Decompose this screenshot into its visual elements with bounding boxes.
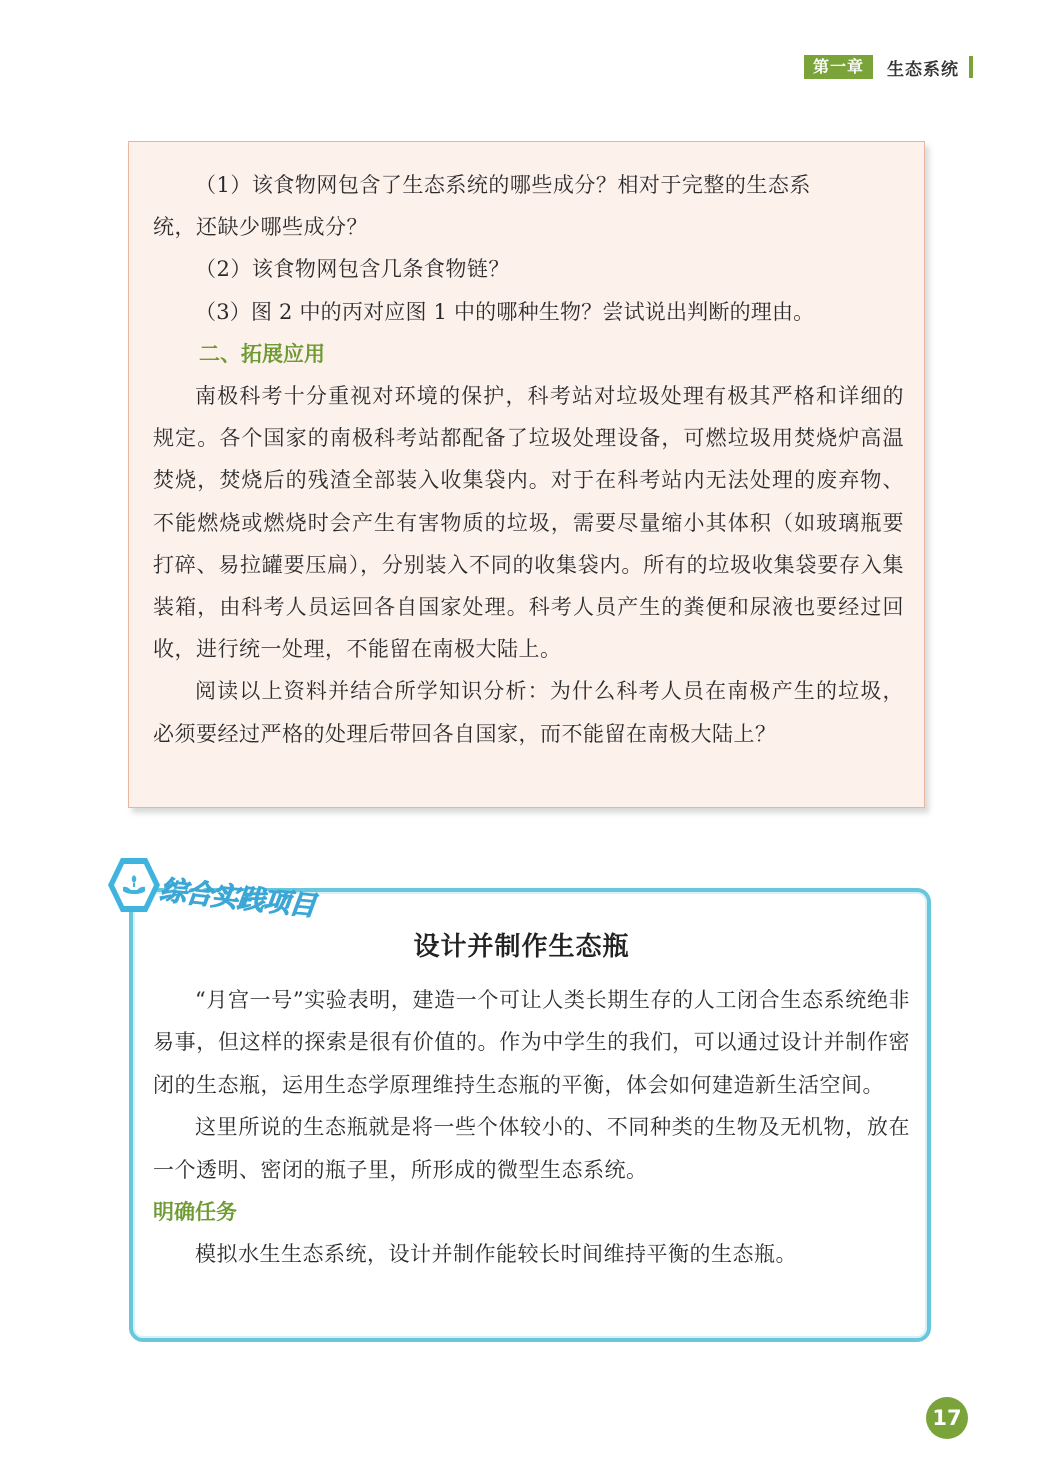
project-tag [100,854,340,923]
task-text: 模拟水生生态系统，设计并制作能较长时间维持平衡的生态瓶。 [195,1242,797,1267]
chapter-divider-bar [969,56,973,78]
page-number: 17 [926,1397,968,1439]
hands-holding-plant-icon [120,871,148,899]
project-content [153,979,910,1276]
task-heading: 明确任务 [153,1200,237,1225]
chapter-header [804,54,973,80]
chapter-title: 生态系统 [887,59,959,80]
antarctic-paragraph: 南极科考十分重视对环境的保护，科考站对垃圾处理有极其严格和详细的规定。各个国家的南极科考站都配备了垃圾处理设备，可燃垃圾用焚烧炉高温焚烧，焚烧后的残渣全部装入收集袋内。对于在科考站内无法处理的废弃物、不能燃烧或燃烧时会产生有害物质的垃圾，需要尽量缩小其体积（如玻璃瓶要打碎、易拉罐要压扁），分别装入不同的收集袋内。所有的垃圾收集袋要存入集装箱，由科考人员运回各自国家处理。科考人员产生的粪便和尿液也要经过回收，进行统一处理，不能留在南极大陆上。 [153,384,904,662]
project-paragraph-1: “月宫一号”实验表明，建造一个可让人类长期生存的人工闭合生态系统绝非易事，但这样的探索是很有价值的。作为中学生的我们，可以通过设计并制作密闭的生态瓶，运用生态学原理维持生态瓶的平衡，体会如何建造新生活空间。 [153,988,910,1097]
project-tag-label: 综合实践项目 [158,875,317,923]
question-3: （3）图 2 中的丙对应图 1 中的哪种生物？尝试说出判断的理由。 [195,299,815,324]
question-1-line-2: 统，还缺少哪些成分？ [153,215,368,240]
question-2: （2）该食物网包含几条食物链？ [195,257,510,282]
chapter-label: 第一章 [804,55,873,79]
question-1-line-1: （1）该食物网包含了生态系统的哪些成分？相对于完整的生态系 [195,173,811,197]
analysis-question: 阅读以上资料并结合所学知识分析：为什么科考人员在南极产生的垃圾，必须要经过严格的处理后带回各自国家，而不能留在南极大陆上？ [153,679,904,746]
exercise-box [128,141,925,808]
project-title: 设计并制作生态瓶 [413,932,630,962]
project-paragraph-2: 这里所说的生态瓶就是将一些个体较小的、不同种类的生物及无机物，放在一个透明、密闭的瓶子里，所形成的微型生态系统。 [153,1115,910,1182]
section-heading-extension: 二、拓展应用 [199,341,325,366]
